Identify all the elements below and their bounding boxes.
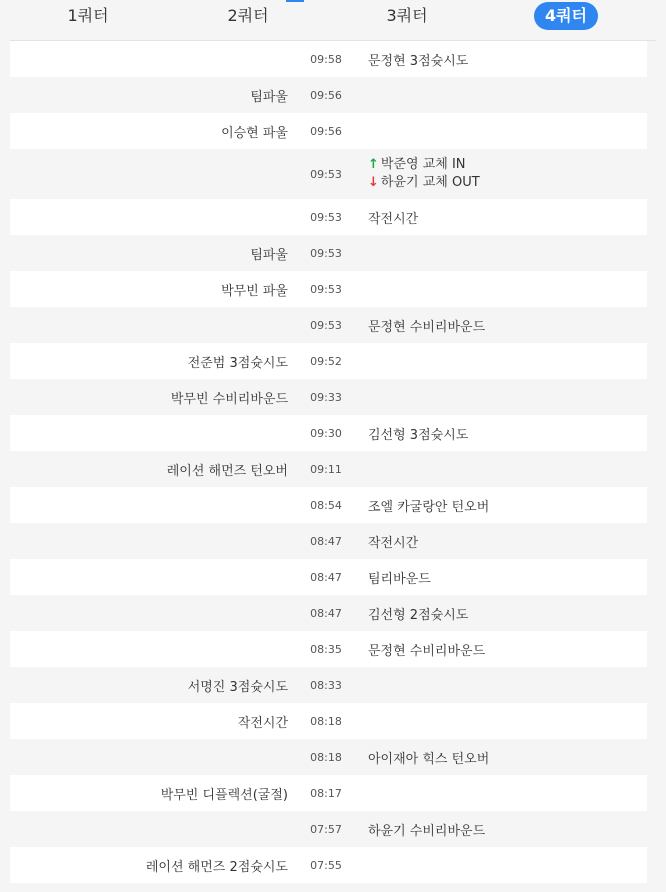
event-row <box>10 811 647 847</box>
event-row <box>10 307 647 343</box>
tab-quarter-4[interactable]: 4쿼터 <box>534 2 598 30</box>
event-time: 09:30 <box>310 426 342 440</box>
home-event-text: 박무빈 수비리바운드 <box>170 391 288 407</box>
event-time: 09:58 <box>310 52 342 66</box>
event-row <box>10 415 647 451</box>
event-time: 07:57 <box>310 822 342 836</box>
event-time: 08:54 <box>310 498 342 512</box>
tab-quarter-1[interactable]: 1쿼터 <box>67 6 109 25</box>
event-row <box>10 667 647 703</box>
event-time: 09:53 <box>310 210 342 224</box>
event-time: 08:18 <box>310 714 342 728</box>
tab-quarter-2[interactable]: 2쿼터 <box>227 6 269 25</box>
home-event-text: 레이션 해먼즈 2점슛시도 <box>145 859 288 875</box>
event-row <box>10 149 647 199</box>
home-event-text: 서명진 3점슛시도 <box>187 679 288 695</box>
scroll-indicator <box>286 0 304 2</box>
event-row <box>10 595 647 631</box>
away-event-text: 조엘 카굴랑안 턴오버 <box>368 499 490 515</box>
home-event-text: 팀파울 <box>250 247 288 263</box>
substitution-in <box>368 156 647 174</box>
away-event-text: 아이재아 힉스 턴오버 <box>368 751 490 767</box>
event-time: 07:55 <box>310 858 342 872</box>
home-event-text: 팀파울 <box>250 89 288 105</box>
event-row <box>10 41 647 77</box>
event-time: 09:53 <box>310 282 342 296</box>
away-event-text: 문정현 수비리바운드 <box>368 643 486 659</box>
event-row <box>10 343 647 379</box>
event-time: 09:56 <box>310 88 342 102</box>
home-event-text: 박무빈 파울 <box>221 283 288 299</box>
event-time: 09:11 <box>310 462 342 476</box>
quarter-tabs <box>10 0 656 41</box>
away-event-text: 김선형 3점슛시도 <box>368 427 469 443</box>
event-time: 09:53 <box>310 318 342 332</box>
home-event-text: 작전시간 <box>237 715 288 731</box>
event-row <box>10 77 647 113</box>
event-time: 08:35 <box>310 642 342 656</box>
away-event-text: 작전시간 <box>368 211 419 227</box>
event-time: 08:47 <box>310 606 342 620</box>
event-time: 09:53 <box>310 246 342 260</box>
event-row <box>10 113 647 149</box>
event-time: 08:18 <box>310 750 342 764</box>
event-row <box>10 847 647 883</box>
event-time: 09:56 <box>310 124 342 138</box>
away-event-text: 팀리바운드 <box>368 571 431 587</box>
event-row <box>10 739 647 775</box>
event-row <box>10 199 647 235</box>
away-event-text: 김선형 2점슛시도 <box>368 607 469 623</box>
event-row <box>10 379 647 415</box>
event-row <box>10 775 647 811</box>
home-event-text: 이승현 파울 <box>221 125 288 141</box>
arrow-down-icon: ↓ <box>368 175 379 190</box>
substitution-out-text: 하윤기 교체 OUT <box>380 175 480 190</box>
away-event-text <box>364 156 647 192</box>
substitution-in-text: 박준영 교체 IN <box>380 157 466 172</box>
event-time: 09:33 <box>310 390 342 404</box>
play-by-play-log <box>10 41 647 883</box>
tab-quarter-3[interactable]: 3쿼터 <box>386 6 428 25</box>
event-row <box>10 451 647 487</box>
event-time: 08:47 <box>310 534 342 548</box>
event-row <box>10 235 647 271</box>
event-time: 08:47 <box>310 570 342 584</box>
event-time: 09:53 <box>310 167 342 181</box>
away-event-text: 하윤기 수비리바운드 <box>368 823 486 839</box>
event-row <box>10 559 647 595</box>
arrow-up-icon: ↑ <box>368 157 379 172</box>
home-event-text: 레이션 해먼즈 턴오버 <box>166 463 288 479</box>
event-row <box>10 703 647 739</box>
event-row <box>10 487 647 523</box>
event-row <box>10 271 647 307</box>
event-time: 08:17 <box>310 786 342 800</box>
substitution-out <box>368 174 647 192</box>
event-time: 09:52 <box>310 354 342 368</box>
away-event-text: 문정현 수비리바운드 <box>368 319 486 335</box>
away-event-text: 작전시간 <box>368 535 419 551</box>
event-row <box>10 631 647 667</box>
home-event-text: 전준범 3점슛시도 <box>187 355 288 371</box>
event-row <box>10 523 647 559</box>
away-event-text: 문정현 3점슛시도 <box>368 53 469 69</box>
home-event-text: 박무빈 디플렉션(굴절) <box>160 787 288 803</box>
event-time: 08:33 <box>310 678 342 692</box>
